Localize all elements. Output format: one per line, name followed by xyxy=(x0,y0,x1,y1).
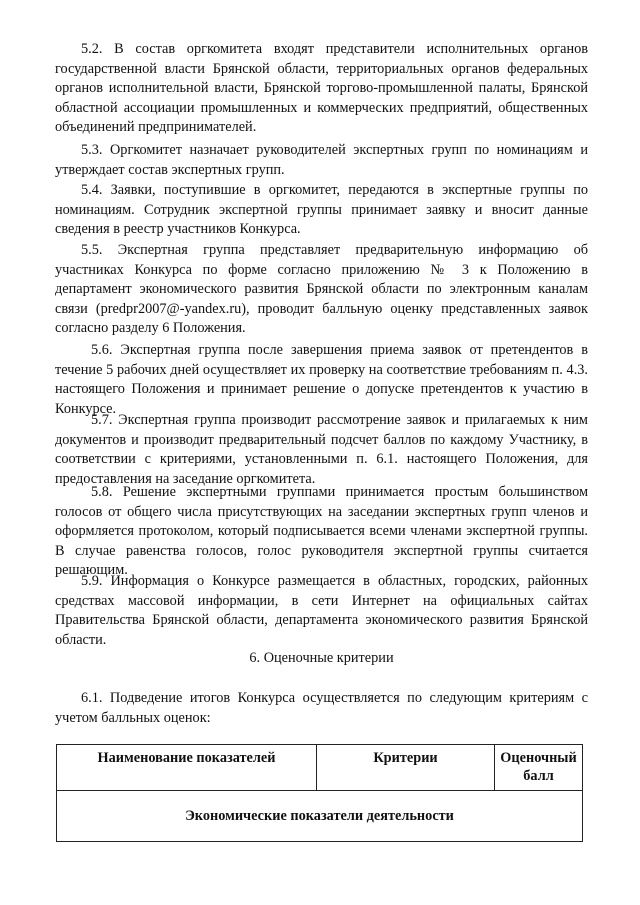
table-header-row xyxy=(57,745,583,791)
paragraph-5-8: 5.8. Решение экспертными группами принимается простым большинством голосов от общего числа присутствующих на заседании экспертных групп членов и оформляется протоколом, который подписывается всеми членами экспертной группы. В случае равенства голосов, голос руководителя экспертной группы считается решающим. xyxy=(55,484,588,579)
paragraph-5-2: 5.2. В состав оргкомитета входят представители исполнительных органов государственной власти Брянской области, территориальных органов федеральных органов исполнительной власти, Брянской торгово-промышленной палаты, Брянской областной ассоциации промышленных и коммерческих предприятий, общественных объединений предпринимателей. xyxy=(55,41,588,136)
table-group-row xyxy=(57,791,583,842)
group-economic-indicators: Экономические показатели деятельности xyxy=(57,791,583,842)
paragraph-5-6: 5.6. Экспертная группа после завершения приема заявок от претендентов в течение 5 рабочих дней осуществляет их проверку на соответствие требованиям п. 4.3. настоящего Положения и принимает решение о допуске претендентов к участию в Конкурсе. xyxy=(55,342,588,417)
paragraph-5-3: 5.3. Оргкомитет назначает руководителей экспертных групп по номинациям и утверждает состав экспертных групп. xyxy=(55,142,588,178)
paragraph-5-9: 5.9. Информация о Конкурсе размещается в областных, городских, районных средствах массовой информации, в сети Интернет на официальных сайтах Правительства Брянской области, департамента экономического развития Брянской области. xyxy=(55,573,588,648)
section-heading: 6. Оценочные критерии xyxy=(249,650,394,666)
header-indicators: Наименование показателей xyxy=(57,745,317,791)
paragraph-5-7: 5.7. Экспертная группа производит рассмотрение заявок и прилагаемых к ним документов и производит предварительный подсчет баллов по каждому Участнику, в соответствии с критериями, установленными п. 6.1. настоящего Положения, для предоставления на заседание оргкомитета. xyxy=(55,412,588,487)
paragraph-5-4: 5.4. Заявки, поступившие в оргкомитет, передаются в экспертные группы по номинациям. Сотрудник экспертной группы принимает заявку и вносит данные сведения в реестр участников Конкурса. xyxy=(55,182,588,238)
header-criteria: Критерии xyxy=(317,745,495,791)
criteria-table xyxy=(56,744,583,842)
paragraph-5-5: 5.5. Экспертная группа представляет предварительную информацию об участниках Конкурса по форме согласно приложению № 3 к Положению в департамент экономического развития Брянской области по электронным каналам связи (predpr2007@-yandex.ru), проводит балльную оценку представленных заявок согласно разделу 6 Положения. xyxy=(55,242,588,337)
header-score: Оценочный балл xyxy=(495,745,583,791)
paragraph-6-1: 6.1. Подведение итогов Конкурса осуществляется по следующим критериям с учетом балльных оценок: xyxy=(55,690,588,726)
